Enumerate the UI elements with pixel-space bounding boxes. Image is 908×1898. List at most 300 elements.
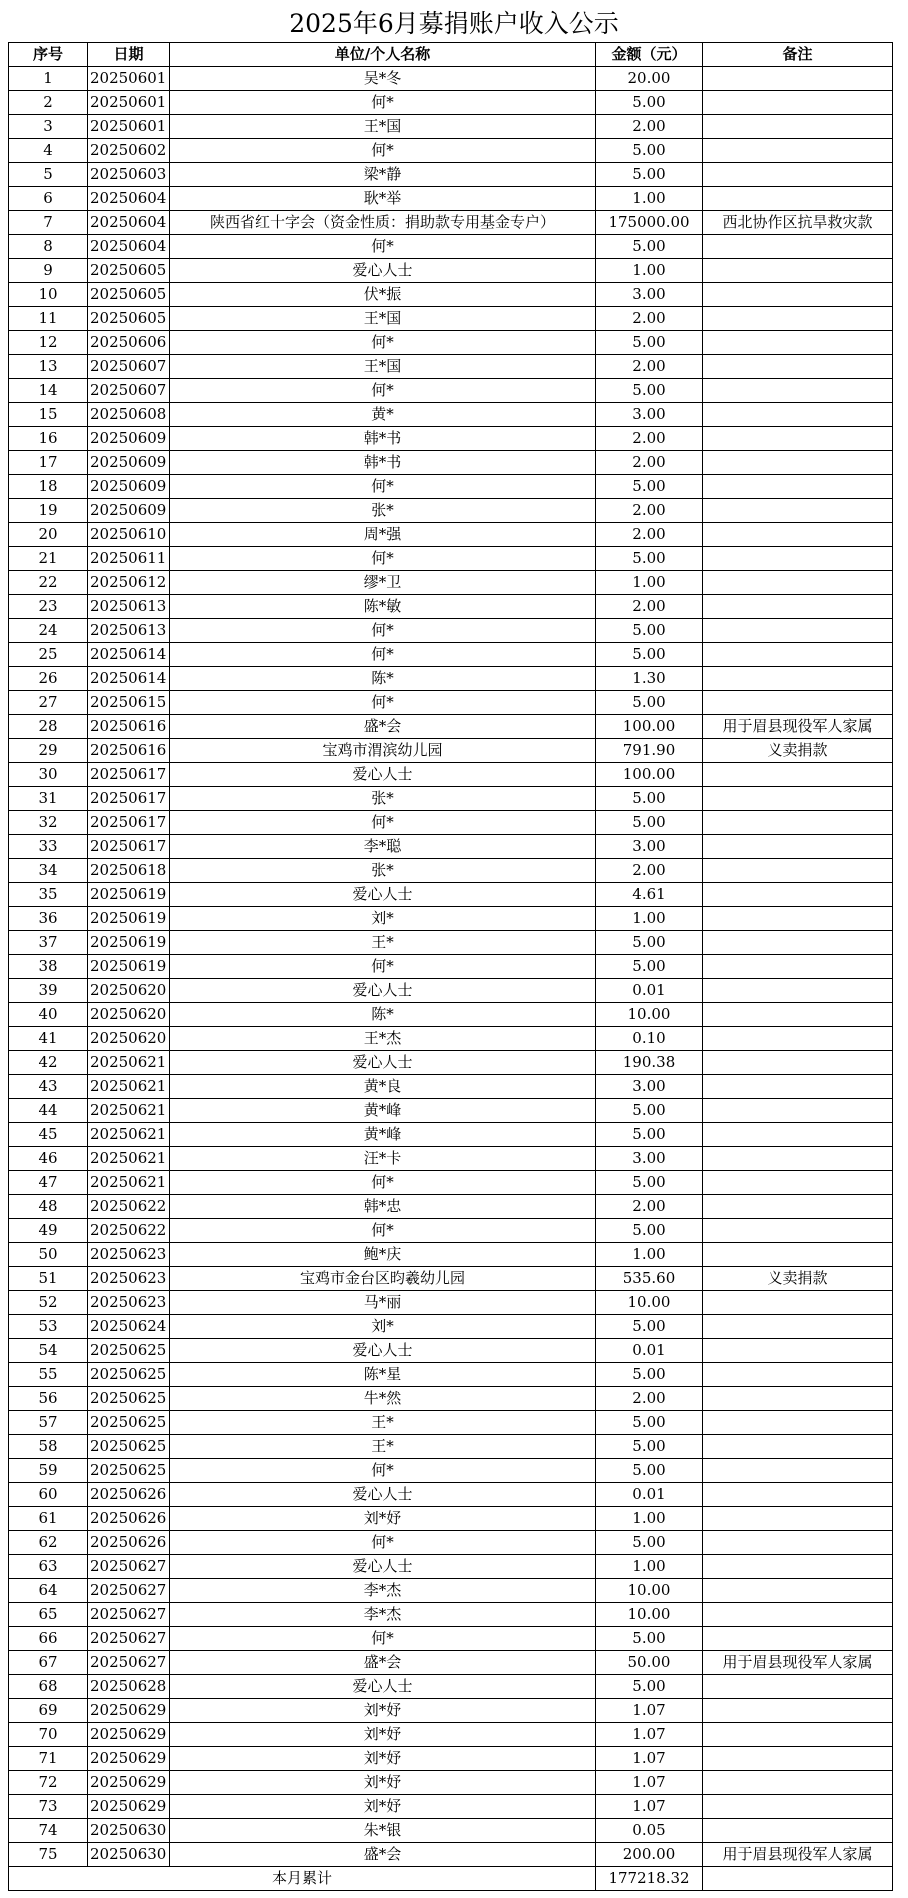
cell-amount[interactable]: 5.00 xyxy=(596,931,703,955)
cell-amount[interactable]: 2.00 xyxy=(596,1195,703,1219)
cell-name[interactable]: 何* xyxy=(170,1171,596,1195)
cell-date[interactable]: 20250628 xyxy=(88,1675,170,1699)
cell-note[interactable] xyxy=(703,499,893,523)
cell-no[interactable]: 5 xyxy=(9,163,88,187)
cell-amount[interactable]: 190.38 xyxy=(596,1051,703,1075)
cell-name[interactable]: 张* xyxy=(170,787,596,811)
cell-date[interactable]: 20250613 xyxy=(88,595,170,619)
cell-no[interactable]: 68 xyxy=(9,1675,88,1699)
cell-name[interactable]: 何* xyxy=(170,643,596,667)
cell-amount[interactable]: 0.05 xyxy=(596,1819,703,1843)
cell-amount[interactable]: 10.00 xyxy=(596,1003,703,1027)
cell-date[interactable]: 20250621 xyxy=(88,1075,170,1099)
cell-date[interactable]: 20250605 xyxy=(88,307,170,331)
cell-note[interactable] xyxy=(703,619,893,643)
cell-no[interactable]: 60 xyxy=(9,1483,88,1507)
cell-no[interactable]: 39 xyxy=(9,979,88,1003)
cell-amount[interactable]: 20.00 xyxy=(596,67,703,91)
cell-note[interactable] xyxy=(703,187,893,211)
cell-no[interactable]: 48 xyxy=(9,1195,88,1219)
cell-name[interactable]: 黄*峰 xyxy=(170,1099,596,1123)
cell-amount[interactable]: 5.00 xyxy=(596,1363,703,1387)
cell-note[interactable] xyxy=(703,1675,893,1699)
cell-name[interactable]: 盛*会 xyxy=(170,1651,596,1675)
cell-no[interactable]: 8 xyxy=(9,235,88,259)
cell-no[interactable]: 72 xyxy=(9,1771,88,1795)
cell-note[interactable] xyxy=(703,1363,893,1387)
cell-name[interactable]: 缪*卫 xyxy=(170,571,596,595)
cell-amount[interactable]: 2.00 xyxy=(596,499,703,523)
cell-name[interactable]: 王* xyxy=(170,1411,596,1435)
cell-amount[interactable]: 1.00 xyxy=(596,187,703,211)
total-note[interactable] xyxy=(703,1867,893,1891)
cell-amount[interactable]: 100.00 xyxy=(596,715,703,739)
cell-name[interactable]: 刘*妤 xyxy=(170,1795,596,1819)
cell-no[interactable]: 20 xyxy=(9,523,88,547)
cell-amount[interactable]: 1.00 xyxy=(596,1555,703,1579)
cell-date[interactable]: 20250616 xyxy=(88,715,170,739)
cell-no[interactable]: 9 xyxy=(9,259,88,283)
header-name[interactable]: 单位/个人名称 xyxy=(170,43,596,67)
cell-note[interactable] xyxy=(703,163,893,187)
cell-amount[interactable]: 2.00 xyxy=(596,523,703,547)
cell-no[interactable]: 52 xyxy=(9,1291,88,1315)
cell-note[interactable] xyxy=(703,1003,893,1027)
cell-no[interactable]: 14 xyxy=(9,379,88,403)
cell-name[interactable]: 鲍*庆 xyxy=(170,1243,596,1267)
cell-date[interactable]: 20250630 xyxy=(88,1843,170,1867)
cell-no[interactable]: 69 xyxy=(9,1699,88,1723)
cell-name[interactable]: 王*国 xyxy=(170,307,596,331)
cell-name[interactable]: 何* xyxy=(170,1627,596,1651)
cell-no[interactable]: 53 xyxy=(9,1315,88,1339)
cell-date[interactable]: 20250617 xyxy=(88,835,170,859)
cell-amount[interactable]: 3.00 xyxy=(596,283,703,307)
cell-note[interactable] xyxy=(703,139,893,163)
cell-note[interactable] xyxy=(703,787,893,811)
cell-date[interactable]: 20250627 xyxy=(88,1651,170,1675)
cell-date[interactable]: 20250625 xyxy=(88,1411,170,1435)
cell-name[interactable]: 盛*会 xyxy=(170,715,596,739)
cell-note[interactable] xyxy=(703,931,893,955)
cell-note[interactable] xyxy=(703,859,893,883)
cell-date[interactable]: 20250625 xyxy=(88,1363,170,1387)
cell-amount[interactable]: 0.01 xyxy=(596,1483,703,1507)
cell-no[interactable]: 74 xyxy=(9,1819,88,1843)
cell-name[interactable]: 陈* xyxy=(170,1003,596,1027)
cell-no[interactable]: 21 xyxy=(9,547,88,571)
cell-date[interactable]: 20250608 xyxy=(88,403,170,427)
cell-amount[interactable]: 5.00 xyxy=(596,1315,703,1339)
cell-date[interactable]: 20250627 xyxy=(88,1603,170,1627)
cell-name[interactable]: 爱心人士 xyxy=(170,979,596,1003)
cell-no[interactable]: 30 xyxy=(9,763,88,787)
cell-note[interactable] xyxy=(703,1027,893,1051)
cell-amount[interactable]: 5.00 xyxy=(596,691,703,715)
cell-name[interactable]: 王*国 xyxy=(170,355,596,379)
cell-date[interactable]: 20250619 xyxy=(88,931,170,955)
cell-note[interactable] xyxy=(703,883,893,907)
cell-date[interactable]: 20250601 xyxy=(88,67,170,91)
cell-note[interactable] xyxy=(703,907,893,931)
cell-amount[interactable]: 2.00 xyxy=(596,115,703,139)
cell-no[interactable]: 65 xyxy=(9,1603,88,1627)
cell-no[interactable]: 50 xyxy=(9,1243,88,1267)
total-label[interactable]: 本月累计 xyxy=(9,1867,596,1891)
cell-name[interactable]: 韩*书 xyxy=(170,451,596,475)
cell-name[interactable]: 韩*忠 xyxy=(170,1195,596,1219)
cell-no[interactable]: 3 xyxy=(9,115,88,139)
cell-note[interactable] xyxy=(703,1339,893,1363)
cell-note[interactable] xyxy=(703,235,893,259)
cell-note[interactable] xyxy=(703,571,893,595)
cell-no[interactable]: 64 xyxy=(9,1579,88,1603)
cell-note[interactable] xyxy=(703,1579,893,1603)
cell-amount[interactable]: 1.00 xyxy=(596,1243,703,1267)
cell-amount[interactable]: 2.00 xyxy=(596,355,703,379)
cell-no[interactable]: 1 xyxy=(9,67,88,91)
cell-amount[interactable]: 10.00 xyxy=(596,1603,703,1627)
cell-no[interactable]: 51 xyxy=(9,1267,88,1291)
cell-note[interactable] xyxy=(703,1147,893,1171)
cell-amount[interactable]: 5.00 xyxy=(596,1219,703,1243)
cell-note[interactable] xyxy=(703,91,893,115)
header-amount[interactable]: 金额（元） xyxy=(596,43,703,67)
cell-no[interactable]: 32 xyxy=(9,811,88,835)
cell-amount[interactable]: 5.00 xyxy=(596,1171,703,1195)
cell-note[interactable] xyxy=(703,1195,893,1219)
cell-date[interactable]: 20250625 xyxy=(88,1387,170,1411)
cell-amount[interactable]: 5.00 xyxy=(596,163,703,187)
cell-no[interactable]: 73 xyxy=(9,1795,88,1819)
cell-no[interactable]: 62 xyxy=(9,1531,88,1555)
cell-name[interactable]: 何* xyxy=(170,379,596,403)
cell-name[interactable]: 王* xyxy=(170,931,596,955)
cell-no[interactable]: 34 xyxy=(9,859,88,883)
cell-name[interactable]: 爱心人士 xyxy=(170,1339,596,1363)
cell-note[interactable] xyxy=(703,331,893,355)
cell-name[interactable]: 伏*振 xyxy=(170,283,596,307)
cell-date[interactable]: 20250614 xyxy=(88,643,170,667)
cell-date[interactable]: 20250607 xyxy=(88,355,170,379)
cell-name[interactable]: 李*杰 xyxy=(170,1603,596,1627)
cell-name[interactable]: 刘*妤 xyxy=(170,1771,596,1795)
cell-note[interactable] xyxy=(703,67,893,91)
cell-no[interactable]: 19 xyxy=(9,499,88,523)
cell-name[interactable]: 刘* xyxy=(170,1315,596,1339)
cell-no[interactable]: 7 xyxy=(9,211,88,235)
cell-date[interactable]: 20250623 xyxy=(88,1267,170,1291)
cell-name[interactable]: 爱心人士 xyxy=(170,763,596,787)
cell-date[interactable]: 20250610 xyxy=(88,523,170,547)
cell-note[interactable]: 用于眉县现役军人家属 xyxy=(703,715,893,739)
cell-no[interactable]: 28 xyxy=(9,715,88,739)
cell-date[interactable]: 20250604 xyxy=(88,187,170,211)
cell-no[interactable]: 36 xyxy=(9,907,88,931)
cell-name[interactable]: 牛*然 xyxy=(170,1387,596,1411)
cell-name[interactable]: 刘*妤 xyxy=(170,1699,596,1723)
cell-amount[interactable]: 2.00 xyxy=(596,1387,703,1411)
cell-amount[interactable]: 5.00 xyxy=(596,475,703,499)
cell-amount[interactable]: 5.00 xyxy=(596,1435,703,1459)
cell-date[interactable]: 20250619 xyxy=(88,883,170,907)
cell-note[interactable] xyxy=(703,1387,893,1411)
cell-name[interactable]: 何* xyxy=(170,475,596,499)
cell-date[interactable]: 20250630 xyxy=(88,1819,170,1843)
cell-note[interactable] xyxy=(703,1171,893,1195)
cell-no[interactable]: 4 xyxy=(9,139,88,163)
cell-note[interactable] xyxy=(703,1291,893,1315)
total-amount[interactable]: 177218.32 xyxy=(596,1867,703,1891)
cell-amount[interactable]: 1.00 xyxy=(596,1507,703,1531)
cell-note[interactable] xyxy=(703,547,893,571)
cell-no[interactable]: 55 xyxy=(9,1363,88,1387)
cell-name[interactable]: 李*杰 xyxy=(170,1579,596,1603)
cell-date[interactable]: 20250627 xyxy=(88,1555,170,1579)
cell-no[interactable]: 11 xyxy=(9,307,88,331)
cell-date[interactable]: 20250602 xyxy=(88,139,170,163)
cell-amount[interactable]: 5.00 xyxy=(596,955,703,979)
cell-note[interactable] xyxy=(703,283,893,307)
cell-amount[interactable]: 1.07 xyxy=(596,1747,703,1771)
cell-note[interactable] xyxy=(703,1411,893,1435)
cell-date[interactable]: 20250624 xyxy=(88,1315,170,1339)
cell-name[interactable]: 宝鸡市金台区昀羲幼儿园 xyxy=(170,1267,596,1291)
cell-date[interactable]: 20250620 xyxy=(88,1003,170,1027)
cell-no[interactable]: 33 xyxy=(9,835,88,859)
cell-note[interactable] xyxy=(703,1747,893,1771)
cell-amount[interactable]: 1.00 xyxy=(596,907,703,931)
cell-amount[interactable]: 5.00 xyxy=(596,379,703,403)
cell-name[interactable]: 何* xyxy=(170,547,596,571)
cell-note[interactable] xyxy=(703,835,893,859)
cell-date[interactable]: 20250627 xyxy=(88,1627,170,1651)
cell-date[interactable]: 20250611 xyxy=(88,547,170,571)
cell-amount[interactable]: 3.00 xyxy=(596,1075,703,1099)
cell-amount[interactable]: 100.00 xyxy=(596,763,703,787)
cell-no[interactable]: 66 xyxy=(9,1627,88,1651)
cell-amount[interactable]: 5.00 xyxy=(596,787,703,811)
cell-no[interactable]: 70 xyxy=(9,1723,88,1747)
cell-name[interactable]: 黄*良 xyxy=(170,1075,596,1099)
cell-name[interactable]: 黄* xyxy=(170,403,596,427)
cell-date[interactable]: 20250623 xyxy=(88,1291,170,1315)
cell-amount[interactable]: 2.00 xyxy=(596,451,703,475)
cell-note[interactable] xyxy=(703,595,893,619)
cell-name[interactable]: 何* xyxy=(170,1459,596,1483)
cell-note[interactable] xyxy=(703,403,893,427)
cell-note[interactable] xyxy=(703,475,893,499)
cell-no[interactable]: 6 xyxy=(9,187,88,211)
cell-no[interactable]: 31 xyxy=(9,787,88,811)
cell-name[interactable]: 王*国 xyxy=(170,115,596,139)
cell-no[interactable]: 63 xyxy=(9,1555,88,1579)
cell-no[interactable]: 38 xyxy=(9,955,88,979)
cell-note[interactable] xyxy=(703,1123,893,1147)
cell-no[interactable]: 25 xyxy=(9,643,88,667)
cell-note[interactable] xyxy=(703,1795,893,1819)
cell-date[interactable]: 20250605 xyxy=(88,259,170,283)
cell-date[interactable]: 20250609 xyxy=(88,427,170,451)
cell-date[interactable]: 20250613 xyxy=(88,619,170,643)
cell-amount[interactable]: 5.00 xyxy=(596,619,703,643)
cell-amount[interactable]: 10.00 xyxy=(596,1291,703,1315)
cell-no[interactable]: 29 xyxy=(9,739,88,763)
cell-amount[interactable]: 5.00 xyxy=(596,331,703,355)
cell-no[interactable]: 24 xyxy=(9,619,88,643)
cell-date[interactable]: 20250620 xyxy=(88,1027,170,1051)
cell-date[interactable]: 20250629 xyxy=(88,1699,170,1723)
cell-note[interactable] xyxy=(703,1723,893,1747)
cell-no[interactable]: 16 xyxy=(9,427,88,451)
cell-note[interactable] xyxy=(703,763,893,787)
cell-name[interactable]: 何* xyxy=(170,1531,596,1555)
cell-amount[interactable]: 791.90 xyxy=(596,739,703,763)
cell-name[interactable]: 黄*峰 xyxy=(170,1123,596,1147)
cell-amount[interactable]: 2.00 xyxy=(596,859,703,883)
cell-no[interactable]: 56 xyxy=(9,1387,88,1411)
cell-date[interactable]: 20250617 xyxy=(88,763,170,787)
cell-no[interactable]: 13 xyxy=(9,355,88,379)
cell-name[interactable]: 爱心人士 xyxy=(170,883,596,907)
cell-no[interactable]: 23 xyxy=(9,595,88,619)
cell-date[interactable]: 20250618 xyxy=(88,859,170,883)
cell-amount[interactable]: 5.00 xyxy=(596,1627,703,1651)
cell-name[interactable]: 爱心人士 xyxy=(170,1483,596,1507)
cell-note[interactable] xyxy=(703,523,893,547)
cell-amount[interactable]: 5.00 xyxy=(596,1099,703,1123)
cell-date[interactable]: 20250609 xyxy=(88,475,170,499)
cell-name[interactable]: 刘* xyxy=(170,907,596,931)
cell-name[interactable]: 吴*冬 xyxy=(170,67,596,91)
cell-amount[interactable]: 1.00 xyxy=(596,259,703,283)
cell-note[interactable] xyxy=(703,955,893,979)
cell-no[interactable]: 10 xyxy=(9,283,88,307)
cell-name[interactable]: 汪*卡 xyxy=(170,1147,596,1171)
cell-name[interactable]: 韩*书 xyxy=(170,427,596,451)
cell-name[interactable]: 陕西省红十字会（资金性质：捐助款专用基金专户） xyxy=(170,211,596,235)
cell-date[interactable]: 20250605 xyxy=(88,283,170,307)
cell-name[interactable]: 李*聪 xyxy=(170,835,596,859)
cell-name[interactable]: 爱心人士 xyxy=(170,259,596,283)
cell-amount[interactable]: 1.07 xyxy=(596,1771,703,1795)
cell-date[interactable]: 20250620 xyxy=(88,979,170,1003)
cell-date[interactable]: 20250604 xyxy=(88,235,170,259)
cell-amount[interactable]: 200.00 xyxy=(596,1843,703,1867)
cell-name[interactable]: 耿*举 xyxy=(170,187,596,211)
cell-date[interactable]: 20250623 xyxy=(88,1243,170,1267)
cell-name[interactable]: 何* xyxy=(170,91,596,115)
cell-name[interactable]: 何* xyxy=(170,955,596,979)
cell-date[interactable]: 20250622 xyxy=(88,1219,170,1243)
cell-amount[interactable]: 1.00 xyxy=(596,571,703,595)
cell-date[interactable]: 20250621 xyxy=(88,1099,170,1123)
cell-date[interactable]: 20250626 xyxy=(88,1507,170,1531)
cell-note[interactable] xyxy=(703,379,893,403)
cell-name[interactable]: 陈*敏 xyxy=(170,595,596,619)
cell-no[interactable]: 57 xyxy=(9,1411,88,1435)
cell-date[interactable]: 20250622 xyxy=(88,1195,170,1219)
header-note[interactable]: 备注 xyxy=(703,43,893,67)
cell-date[interactable]: 20250609 xyxy=(88,499,170,523)
cell-note[interactable] xyxy=(703,1435,893,1459)
cell-date[interactable]: 20250617 xyxy=(88,811,170,835)
cell-no[interactable]: 18 xyxy=(9,475,88,499)
cell-note[interactable] xyxy=(703,1819,893,1843)
cell-no[interactable]: 75 xyxy=(9,1843,88,1867)
cell-name[interactable]: 刘*妤 xyxy=(170,1723,596,1747)
cell-date[interactable]: 20250629 xyxy=(88,1795,170,1819)
cell-name[interactable]: 何* xyxy=(170,691,596,715)
cell-date[interactable]: 20250621 xyxy=(88,1051,170,1075)
cell-amount[interactable]: 1.30 xyxy=(596,667,703,691)
cell-no[interactable]: 59 xyxy=(9,1459,88,1483)
cell-date[interactable]: 20250607 xyxy=(88,379,170,403)
cell-date[interactable]: 20250621 xyxy=(88,1147,170,1171)
cell-note[interactable] xyxy=(703,355,893,379)
cell-note[interactable] xyxy=(703,1699,893,1723)
cell-note[interactable] xyxy=(703,1627,893,1651)
cell-note[interactable] xyxy=(703,1075,893,1099)
cell-no[interactable]: 58 xyxy=(9,1435,88,1459)
cell-date[interactable]: 20250612 xyxy=(88,571,170,595)
cell-no[interactable]: 12 xyxy=(9,331,88,355)
cell-name[interactable]: 陈*星 xyxy=(170,1363,596,1387)
cell-date[interactable]: 20250627 xyxy=(88,1579,170,1603)
cell-no[interactable]: 45 xyxy=(9,1123,88,1147)
cell-note[interactable] xyxy=(703,1555,893,1579)
cell-no[interactable]: 26 xyxy=(9,667,88,691)
cell-name[interactable]: 何* xyxy=(170,235,596,259)
cell-note[interactable]: 用于眉县现役军人家属 xyxy=(703,1651,893,1675)
cell-date[interactable]: 20250614 xyxy=(88,667,170,691)
cell-name[interactable]: 周*强 xyxy=(170,523,596,547)
cell-name[interactable]: 张* xyxy=(170,859,596,883)
cell-date[interactable]: 20250609 xyxy=(88,451,170,475)
cell-name[interactable]: 张* xyxy=(170,499,596,523)
cell-date[interactable]: 20250621 xyxy=(88,1123,170,1147)
cell-name[interactable]: 王*杰 xyxy=(170,1027,596,1051)
cell-date[interactable]: 20250626 xyxy=(88,1531,170,1555)
cell-note[interactable] xyxy=(703,427,893,451)
cell-amount[interactable]: 1.07 xyxy=(596,1723,703,1747)
cell-name[interactable]: 刘*妤 xyxy=(170,1747,596,1771)
cell-amount[interactable]: 535.60 xyxy=(596,1267,703,1291)
cell-no[interactable]: 61 xyxy=(9,1507,88,1531)
cell-no[interactable]: 27 xyxy=(9,691,88,715)
header-no[interactable]: 序号 xyxy=(9,43,88,67)
cell-no[interactable]: 44 xyxy=(9,1099,88,1123)
cell-amount[interactable]: 4.61 xyxy=(596,883,703,907)
cell-note[interactable] xyxy=(703,1219,893,1243)
cell-no[interactable]: 40 xyxy=(9,1003,88,1027)
cell-date[interactable]: 20250629 xyxy=(88,1771,170,1795)
cell-no[interactable]: 15 xyxy=(9,403,88,427)
cell-no[interactable]: 46 xyxy=(9,1147,88,1171)
cell-date[interactable]: 20250603 xyxy=(88,163,170,187)
cell-amount[interactable]: 2.00 xyxy=(596,427,703,451)
cell-amount[interactable]: 10.00 xyxy=(596,1579,703,1603)
cell-amount[interactable]: 0.10 xyxy=(596,1027,703,1051)
cell-note[interactable] xyxy=(703,1771,893,1795)
cell-no[interactable]: 42 xyxy=(9,1051,88,1075)
cell-amount[interactable]: 5.00 xyxy=(596,139,703,163)
cell-note[interactable] xyxy=(703,667,893,691)
cell-name[interactable]: 刘*妤 xyxy=(170,1507,596,1531)
cell-name[interactable]: 爱心人士 xyxy=(170,1051,596,1075)
cell-name[interactable]: 宝鸡市渭滨幼儿园 xyxy=(170,739,596,763)
cell-note[interactable] xyxy=(703,811,893,835)
